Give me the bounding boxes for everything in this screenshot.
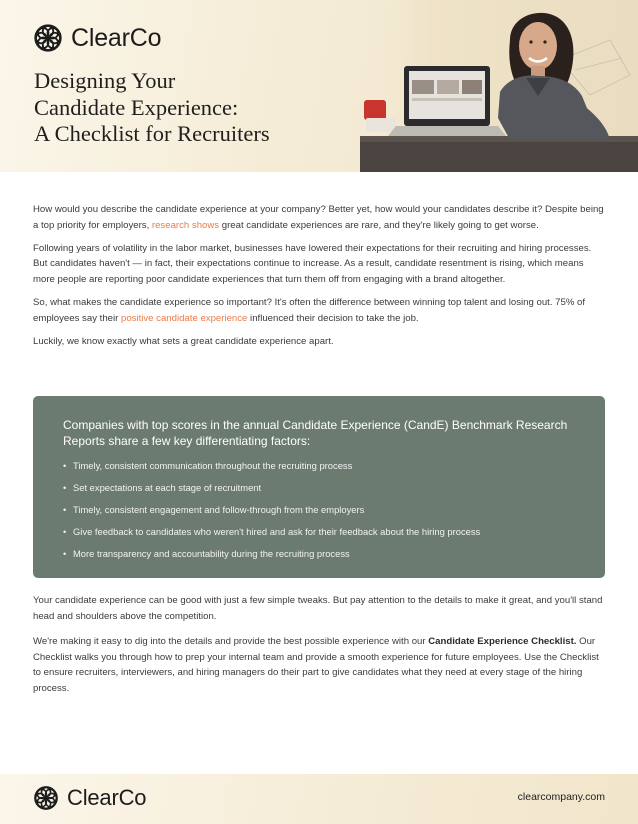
callout-heading: Companies with top scores in the annual Candidate Experience (CandE) Benchmark Research Reports share a few key differentiating factors: xyxy=(63,418,568,448)
list-item: • Set expectations at each stage of recruitment xyxy=(63,477,575,499)
brand-logo[interactable] xyxy=(33,23,161,53)
flower-logo-icon xyxy=(33,785,59,811)
title-line-1: Designing Your xyxy=(34,68,176,93)
footer-brand-logo[interactable] xyxy=(33,785,146,811)
positive-candidate-experience-link[interactable]: positive candidate experience xyxy=(120,312,248,324)
title-line-2: Candidate Experience: xyxy=(34,94,239,120)
closing-p2-text-end: Our Checklist walks you through how to prep your internal team and provide a smooth experience for future employees. Use the Checklist to ensure recruiters, interviewers, and hiring managers do their part to give candidates what they need at every stage of the hiring process. xyxy=(33,636,599,694)
hero-photo xyxy=(360,0,638,172)
flower-logo-icon xyxy=(33,23,63,53)
page-header xyxy=(0,0,638,172)
list-item: • Timely, consistent engagement and follow-through from the employers xyxy=(63,499,575,521)
intro-section xyxy=(33,202,605,357)
research-shows-link[interactable]: research shows xyxy=(151,219,220,231)
checklist-name: Candidate Experience Checklist. xyxy=(428,636,577,648)
intro-p3-text-end: influenced their decision to take the job. xyxy=(247,312,419,324)
intro-p3-text: So, what makes the candidate experience so important? It's often the difference between winning top talent and losing out. 75% of employees say their xyxy=(33,296,586,324)
closing-section xyxy=(33,593,605,707)
intro-paragraph-1 xyxy=(33,202,605,233)
intro-paragraph-3 xyxy=(33,295,605,326)
closing-p2-text: We're making it easy to dig into the details and provide the best possible experience with our xyxy=(33,636,429,648)
website-link[interactable]: clearcompany.com xyxy=(517,791,605,803)
closing-paragraph-1: Your candidate experience can be good with just a few simple tweaks. But pay attention to the details to make it great, and you'll stand head and shoulders above the competition. xyxy=(33,595,603,622)
intro-paragraph-4: Luckily, we know exactly what sets a great candidate experience apart. xyxy=(33,335,334,347)
footer-brand-name: ClearCo xyxy=(67,785,147,810)
callout-box xyxy=(33,396,605,578)
intro-p1-text: How would you describe the candidate experience at your company? Better yet, how would your candidates describe it? Despite being a top priority for employers, xyxy=(33,204,604,231)
page-title xyxy=(34,68,354,148)
brand-name: ClearCo xyxy=(71,23,162,52)
intro-paragraph-2: Following years of volatility in the labor market, businesses have lowered their expectations for their recruiting and hiring processes. But candidates haven't — in fact, their expectations continue to increase. As a result, candidate resentment is rising, which means more people are reporting poor candidate experiences that turn them off from engaging with a brand altogether. xyxy=(33,242,592,285)
list-item: • Timely, consistent communication throughout the recruiting process xyxy=(63,455,575,477)
title-line-3: A Checklist for Recruiters xyxy=(34,121,270,146)
list-item: • More transparency and accountability during the recruiting process xyxy=(63,543,575,565)
list-item: • Give feedback to candidates who weren't hired and ask for their feedback about the hiring process xyxy=(63,521,575,543)
intro-p1-text-end: great candidate experiences are rare, and they're likely going to get worse. xyxy=(219,219,539,231)
closing-paragraph-2 xyxy=(33,634,605,696)
page-footer xyxy=(0,774,638,824)
callout-list xyxy=(63,455,575,565)
